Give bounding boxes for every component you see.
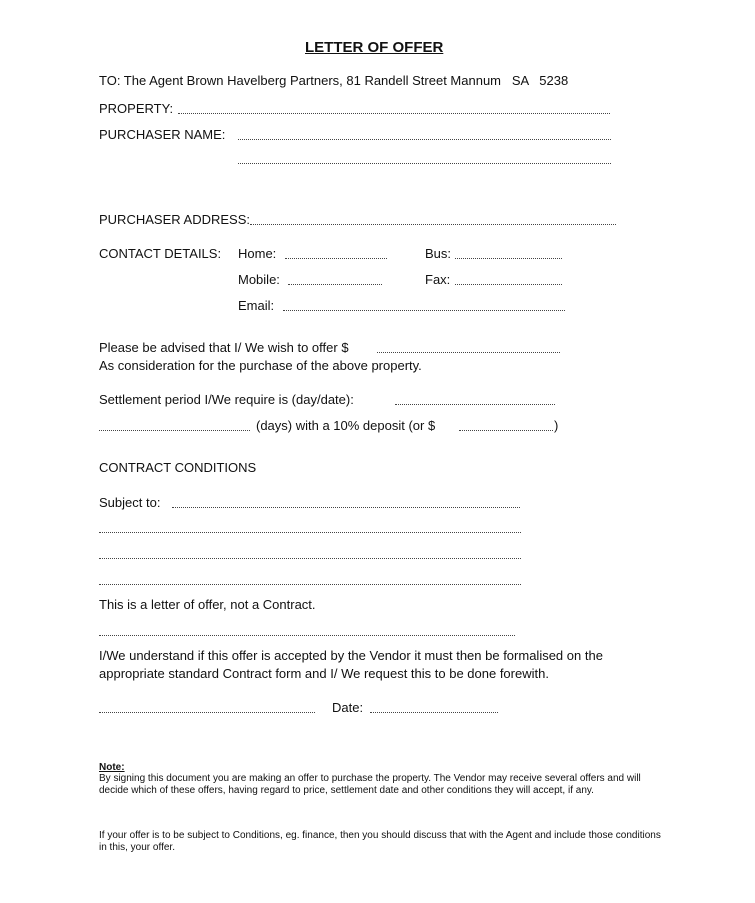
subject-to-field-4[interactable] xyxy=(99,584,521,585)
purchaser-address-field[interactable] xyxy=(250,224,616,225)
subject-to-field-3[interactable] xyxy=(99,558,521,559)
signature-field[interactable] xyxy=(99,712,315,713)
contact-details-label: CONTACT DETAILS: xyxy=(99,246,222,261)
note-paragraph-1: By signing this document you are making an offer to purchase the property. The Vendor may receive several offers and will decide which of these offers, having regard to price, settlement date and other conditions they will accept, if any. xyxy=(99,773,641,796)
days-close-paren: ) xyxy=(554,418,559,433)
purchaser-signature-field[interactable] xyxy=(99,635,515,636)
purchaser-name-label: PURCHASER NAME: xyxy=(99,127,226,142)
property-label: PROPERTY: xyxy=(99,101,174,116)
offer-line: Please be advised that I/ We wish to offer $ xyxy=(99,340,349,355)
mobile-phone-field[interactable] xyxy=(288,284,382,285)
purchaser-name-field-1[interactable] xyxy=(238,139,611,140)
bus-phone-field[interactable] xyxy=(455,258,562,259)
bus-label: Bus: xyxy=(425,246,452,261)
subject-to-label: Subject to: xyxy=(99,495,161,510)
document-title: LETTER OF OFFER xyxy=(305,39,444,56)
contract-conditions-heading: CONTRACT CONDITIONS xyxy=(99,460,257,475)
mobile-label: Mobile: xyxy=(238,272,280,287)
not-contract-line: This is a letter of offer, not a Contract. xyxy=(99,597,316,612)
purchaser-address-label: PURCHASER ADDRESS: xyxy=(99,212,250,227)
settlement-label: Settlement period I/We require is (day/date): xyxy=(99,392,354,407)
email-field[interactable] xyxy=(283,310,565,311)
note-paragraph-2: If your offer is to be subject to Conditions, eg. finance, then you should discuss that with the Agent and include those conditions in this, your offer. xyxy=(99,830,661,853)
offer-amount-field[interactable] xyxy=(377,352,560,353)
subject-to-field-1[interactable] xyxy=(172,507,520,508)
understand-line-2: appropriate standard Contract form and I/ We request this to be done forewith. xyxy=(99,666,549,681)
fax-label: Fax: xyxy=(425,272,451,287)
home-phone-field[interactable] xyxy=(285,258,387,259)
email-label: Email: xyxy=(238,298,275,313)
to-line: TO: The Agent Brown Havelberg Partners, 81 Randell Street Mannum SA 5238 xyxy=(99,73,569,88)
date-field[interactable] xyxy=(370,712,498,713)
deposit-amount-field[interactable] xyxy=(459,430,553,431)
settlement-days-field[interactable] xyxy=(99,430,250,431)
purchaser-name-field-2[interactable] xyxy=(238,163,611,164)
settlement-date-field[interactable] xyxy=(395,404,555,405)
subject-to-field-2[interactable] xyxy=(99,532,521,533)
home-label: Home: xyxy=(238,246,277,261)
consideration-line: As consideration for the purchase of the above property. xyxy=(99,358,422,373)
property-field[interactable] xyxy=(178,113,610,114)
understand-line-1: I/We understand if this offer is accepted by the Vendor it must then be formalised on the xyxy=(99,648,603,663)
note-heading: Note: xyxy=(99,762,125,773)
date-label: Date: xyxy=(332,700,364,715)
fax-field[interactable] xyxy=(455,284,562,285)
days-deposit-text: (days) with a 10% deposit (or $ xyxy=(256,418,436,433)
